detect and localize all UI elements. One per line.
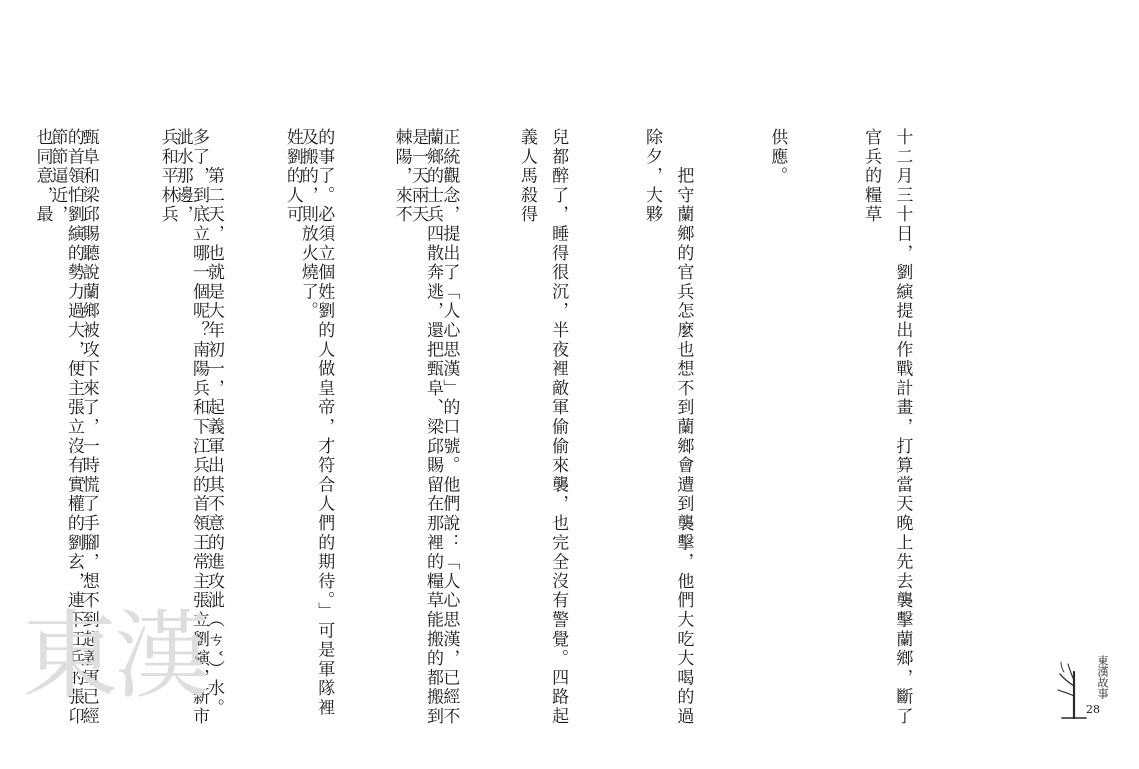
text-column: 第二天，也就是大年初一，起義軍出其不意的進攻泚（ㄘˇ）水。泚水那邊， [172,128,224,718]
text-column: 兒都醉了，睡得很沉，半夜裡敵軍偷偷來襲，也完全沒有警覺。四路起義人馬殺得 [516,128,569,727]
series-mark [1052,652,1112,722]
text-column: 供應。 [767,128,788,186]
text-column: 把守蘭鄉的官兵怎麼也想不到蘭鄉會遭到襲擊，他們大吃大喝的過除夕，大夥 [642,128,694,727]
text-column: 的事了。必須立個姓劉的人做皇帝，才符合人們的期待。」可是軍隊裡姓劉的人可 [282,128,335,718]
text-column: 及搬的，則放火燒了。 [297,128,318,321]
text-column: 十二月三十日，劉縯提出作戰計畫，打算當天晚上先去襲擊蘭鄉，斷了官兵的糧草 [861,128,913,727]
text-column: 多了，到底立哪一個呢？南陽兵和下江兵的首領王常主張立劉縯，新市兵和平林兵 [157,128,210,727]
text-column: 的首領怕劉縯的勢力過大，便主張立沒有實權的劉玄，連下江兵的張卬也同意，最 [32,128,84,727]
text-column: 正統觀念，提出了「人心思漢」的口號。他們說：「人心思漢，已經不是一天兩天 [408,128,460,727]
text-column: 甄阜和梁邱賜聽說蘭鄉被攻下來了，一時慌了手腳，想不到起義軍已經節節逼近， [47,128,99,727]
series-title: 東漢故事 [1096,655,1109,699]
text-column: 蘭鄉的士兵四散奔逃，還把甄阜、梁邱賜留在那裡的糧草能搬的都搬到棘陽，來不 [391,128,443,727]
watermark: 東漢 [22,600,206,712]
page-number: 28 [1086,703,1100,716]
